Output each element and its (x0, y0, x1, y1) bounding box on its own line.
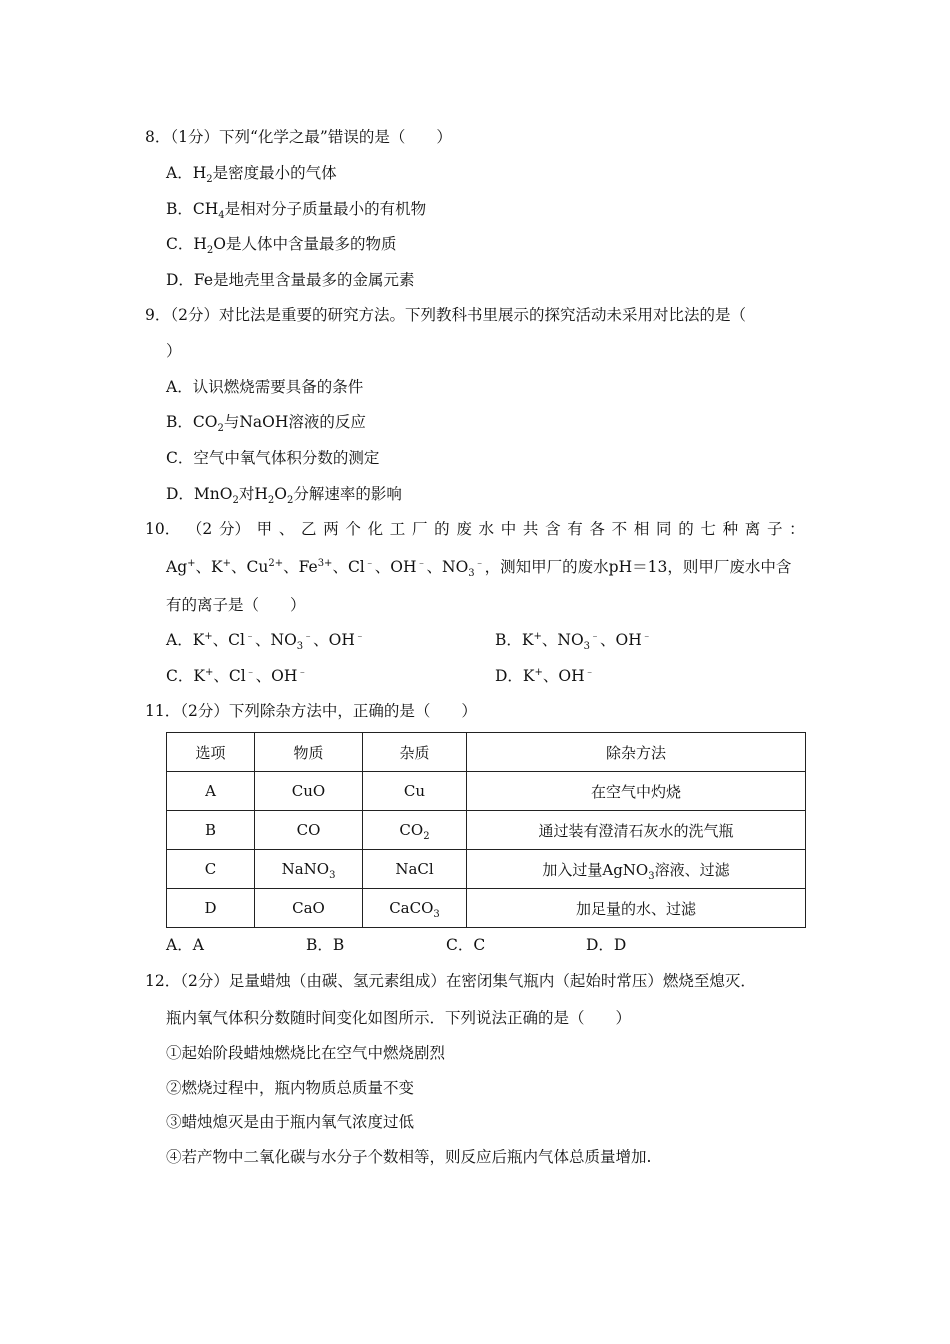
q10-d-text: D．K (495, 667, 535, 685)
ion-text: 、Cl (332, 558, 365, 576)
ion-text: 、OH (374, 558, 417, 576)
q10-char: ： (789, 520, 805, 538)
q10-ions-line (166, 556, 791, 578)
q9-d-mid2: O (274, 485, 287, 503)
q8-option-c (166, 233, 396, 255)
q10-char: 共 (522, 520, 539, 538)
cell-sub: 3 (648, 870, 655, 882)
q10-char: 甲 (256, 520, 273, 538)
ion-text: 、K (195, 558, 223, 576)
ion-sub: 3 (468, 568, 475, 580)
q10-stem-line3: 有的离子是（ ） (166, 596, 306, 614)
q10-b-text: 、NO (541, 631, 584, 649)
q10-char: 中 (500, 520, 517, 538)
table-row (167, 772, 806, 811)
q9-d-mid1: 对H (238, 485, 268, 503)
q10-b-charge: ﹣ (590, 630, 601, 642)
q12-statement-1: ①起始阶段蜡烛燃烧比在空气中燃烧剧烈 (166, 1044, 446, 1062)
cell-text: CaCO (389, 899, 434, 917)
q10-d-charge: + (534, 666, 543, 678)
q8-c-pre: C．H (166, 235, 207, 253)
table-cell: 通过装有澄清石灰水的洗气瓶 (467, 811, 806, 850)
table-cell: NaCl (363, 850, 467, 889)
q10-char: 的 (434, 520, 450, 538)
q8-option-b (166, 198, 426, 220)
q9-stem-line2: ） (166, 342, 182, 360)
cell-text: CO (399, 821, 424, 839)
q9-b-pre: B．CO (166, 413, 218, 431)
q10-option-a (166, 629, 365, 651)
table-cell: CaO (255, 889, 363, 928)
q11-table (166, 732, 806, 928)
q10-char: 子 (766, 520, 783, 538)
q9-d-sub1: 2 (232, 495, 239, 507)
q10-char: 两 (323, 520, 339, 538)
table-row (167, 811, 806, 850)
q10-char: 各 (589, 520, 605, 538)
table-header: 杂质 (363, 733, 467, 772)
q10-c-charge: + (204, 666, 214, 678)
q10-char: 含 (545, 520, 561, 538)
q10-char: 分） (218, 520, 250, 538)
q10-char: （2 (186, 520, 213, 538)
q10-char: 废 (456, 520, 472, 538)
q10-char: 种 (722, 520, 739, 538)
ion-text: Ag (166, 558, 188, 576)
q9-d-post: 分解速率的影响 (293, 485, 402, 503)
table-cell (467, 850, 806, 889)
table-row (167, 850, 806, 889)
q8-a-pre: A．H (166, 164, 207, 182)
q10-stem-line1 (145, 518, 805, 540)
ion-charge: + (187, 557, 196, 569)
q10-char: 、 (278, 520, 295, 538)
table-header: 物质 (255, 733, 363, 772)
q11-answer-c: C．C (446, 936, 486, 954)
table-cell: A (167, 772, 255, 811)
q10-c-text: 、OH (255, 667, 298, 685)
q10-d-text: 、OH (542, 667, 585, 685)
table-header-row (167, 733, 806, 772)
q10-b-charge: ﹣ (641, 630, 652, 642)
q10-char: 有 (567, 520, 583, 538)
q9-d-sub2: 2 (267, 495, 275, 507)
q9-option-a: A．认识燃烧需要具备的条件 (166, 378, 364, 396)
q10-option-d (495, 665, 595, 687)
table-cell: D (167, 889, 255, 928)
q11-answer-d: D．D (586, 936, 627, 954)
q10-c-text: C．K (166, 667, 205, 685)
ion-charge: ﹣ (364, 557, 375, 569)
q10-a-text: 、Cl (212, 631, 245, 649)
q12-statement-2: ②燃烧过程中，瓶内物质总质量不变 (166, 1079, 415, 1097)
q10-char: 七 (700, 520, 716, 538)
cell-sub: 2 (423, 831, 430, 842)
q8-option-a (166, 162, 337, 184)
q8-b-post: 是相对分子质量最小的有机物 (224, 200, 427, 218)
q10-char: 化 (367, 520, 384, 538)
q10-b-charge: + (533, 630, 542, 642)
table-cell: 在空气中灼烧 (467, 772, 806, 811)
q10-b-text: B．K (495, 631, 534, 649)
q10-a-sub: 3 (296, 641, 304, 653)
cell-sub: 3 (329, 870, 336, 881)
q10-char: 不 (611, 520, 628, 538)
q10-c-text: 、Cl (213, 667, 246, 685)
q10-a-text: 、NO (255, 631, 297, 649)
q12-statement-4: ④若产物中二氧化碳与水分子个数相等，则反应后瓶内气体总质量增加. (166, 1148, 652, 1166)
cell-sub: 3 (433, 909, 440, 920)
q8-b-pre: B．CH (166, 200, 219, 218)
q10-char: 10． (145, 520, 181, 538)
q8-a-sub: 2 (206, 174, 213, 186)
q8-stem: 8．（1分）下列“化学之最”错误的是（ ） (145, 128, 452, 146)
ion-tail: ，测知甲厂的废水pH＝13，则甲厂废水中含 (484, 558, 792, 576)
q10-char: 水 (478, 520, 495, 538)
q10-char: 乙 (301, 520, 317, 538)
ion-charge: ﹣ (474, 557, 485, 569)
table-header: 选项 (167, 733, 255, 772)
cell-text: NaNO (281, 860, 330, 878)
q10-a-charge: ﹣ (354, 630, 365, 642)
q8-c-post: O是人体中含量最多的物质 (213, 235, 397, 253)
q12-statement-3: ③蜡烛熄灭是由于瓶内氧气浓度过低 (166, 1113, 415, 1131)
table-cell (363, 811, 467, 850)
ion-text: 、NO (426, 558, 469, 576)
q10-option-b (495, 629, 652, 651)
q10-char: 个 (345, 520, 361, 538)
table-cell (363, 889, 467, 928)
q11-answer-b: B．B (306, 936, 345, 954)
q8-a-post: 是密度最小的气体 (212, 164, 337, 182)
q8-c-sub: 2 (206, 245, 214, 257)
ion-charge: + (222, 557, 231, 569)
table-cell: C (167, 850, 255, 889)
q9-b-post: 与NaOH溶液的反应 (223, 413, 366, 431)
q10-option-c (166, 665, 307, 687)
ion-charge: 2+ (268, 557, 284, 569)
q10-c-charge: ﹣ (245, 666, 256, 678)
ion-charge: 3+ (317, 557, 333, 569)
q10-char: 同 (656, 520, 672, 538)
cell-text: 溶液、过滤 (654, 860, 730, 879)
q10-c-charge: ﹣ (297, 666, 308, 678)
q10-char: 相 (633, 520, 650, 538)
table-cell: Cu (363, 772, 467, 811)
ion-text: 、Cu (231, 558, 269, 576)
table-cell (255, 850, 363, 889)
q9-option-b (166, 411, 366, 433)
q9-stem-line1: 9．（2分）对比法是重要的研究方法。下列教科书里展示的探究活动未采用对比法的是（ (145, 306, 746, 324)
q12-stem-line1: 12．（2分）足量蜡烛（由碳、氢元素组成）在密闭集气瓶内（起始时常压）燃烧至熄灭． (145, 972, 756, 990)
q10-char: 厂 (411, 520, 428, 538)
cell-text: 加入过量AgNO (542, 860, 649, 879)
q10-d-charge: ﹣ (584, 666, 595, 678)
table-cell: CO (255, 811, 363, 850)
ion-text: 、Fe (283, 558, 318, 576)
q10-b-text: 、OH (600, 631, 642, 649)
table-cell: CuO (255, 772, 363, 811)
q10-a-charge: + (204, 630, 213, 642)
ion-charge: ﹣ (416, 557, 427, 569)
table-cell: B (167, 811, 255, 850)
q10-char: 的 (678, 520, 694, 538)
q8-option-d: D．Fe是地壳里含量最多的金属元素 (166, 271, 415, 289)
q10-a-text: A．K (166, 631, 205, 649)
table-row (167, 889, 806, 928)
q9-d-sub3: 2 (287, 495, 294, 507)
q9-option-c: C．空气中氧气体积分数的测定 (166, 449, 380, 467)
q11-stem: 11．（2分）下列除杂方法中，正确的是（ ） (145, 702, 477, 720)
q11-answer-options (166, 934, 726, 956)
q9-d-pre: D．MnO (166, 485, 233, 503)
table-header: 除杂方法 (467, 733, 806, 772)
q12-stem-line2: 瓶内氧气体积分数随时间变化如图所示．下列说法正确的是（ ） (166, 1009, 632, 1027)
q10-b-sub: 3 (583, 641, 591, 653)
q9-b-sub: 2 (217, 423, 224, 435)
q10-a-charge: ﹣ (245, 630, 255, 642)
table-cell: 加足量的水、过滤 (467, 889, 806, 928)
q11-answer-a: A．A (166, 936, 204, 954)
q10-a-text: 、OH (313, 631, 355, 649)
q8-b-sub: 4 (218, 210, 225, 222)
q10-a-charge: ﹣ (303, 630, 314, 642)
q10-char: 工 (389, 520, 406, 538)
q9-option-d (166, 483, 402, 505)
q10-char: 离 (744, 520, 761, 538)
